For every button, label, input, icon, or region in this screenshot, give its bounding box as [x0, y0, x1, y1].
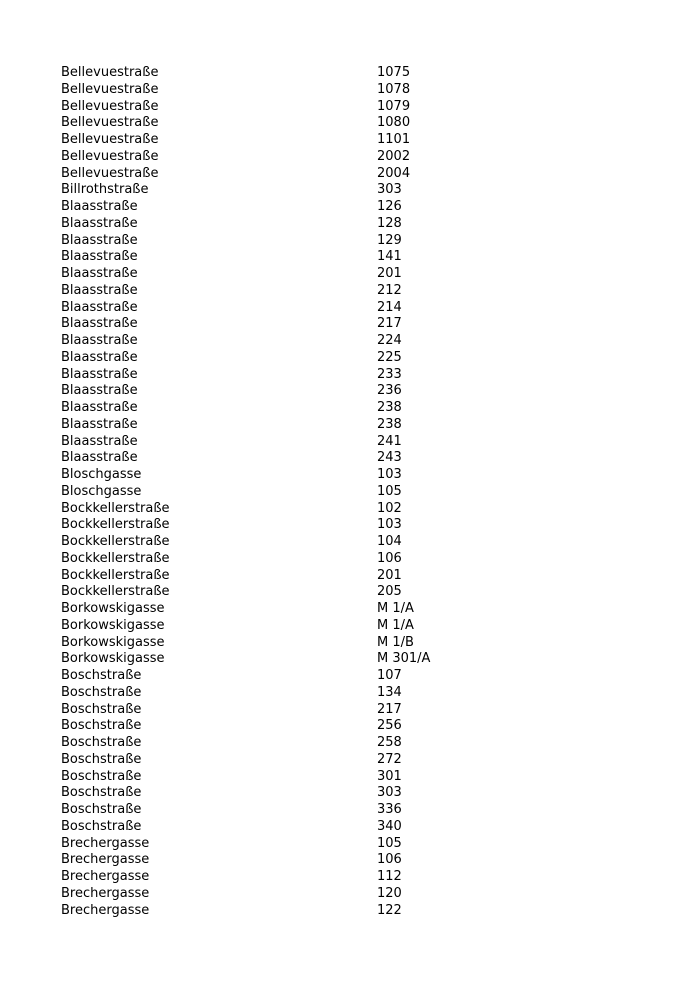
- house-number-cell: 217: [377, 701, 402, 717]
- house-number-cell: 103: [377, 517, 402, 533]
- street-name-cell: Boschstraße: [61, 684, 142, 700]
- street-name-cell: Boschstraße: [61, 785, 142, 801]
- street-name-cell: Bockkellerstraße: [61, 534, 170, 549]
- street-name-cell: Borkowskigasse: [61, 634, 165, 650]
- table-row: [61, 836, 621, 853]
- table-row: [61, 551, 621, 568]
- house-number-cell: 256: [377, 718, 402, 734]
- table-row: [61, 501, 621, 518]
- house-number-cell: 105: [377, 835, 402, 851]
- house-number-cell: 129: [377, 232, 402, 248]
- table-row: [61, 266, 621, 283]
- street-name-cell: Bloschgasse: [61, 467, 142, 482]
- street-name-cell: Bockkellerstraße: [61, 500, 170, 516]
- table-row: [61, 316, 621, 333]
- street-name-cell: Bockkellerstraße: [61, 550, 170, 566]
- house-number-cell: 217: [377, 316, 402, 332]
- street-name-cell: Blaasstraße: [61, 433, 138, 449]
- table-row: [61, 584, 621, 601]
- house-number-cell: 106: [377, 550, 402, 566]
- table-row: [61, 233, 621, 250]
- table-row: [61, 534, 621, 551]
- house-number-cell: 104: [377, 534, 402, 549]
- street-name-cell: Blaasstraße: [61, 333, 138, 348]
- street-name-cell: Blaasstraße: [61, 450, 138, 466]
- house-number-cell: 258: [377, 735, 402, 750]
- house-number-cell: 201: [377, 266, 402, 281]
- street-name-cell: Bellevuestraße: [61, 81, 159, 97]
- house-number-cell: 241: [377, 433, 402, 449]
- street-name-cell: Bellevuestraße: [61, 148, 159, 164]
- street-name-cell: Blaasstraße: [61, 215, 138, 231]
- street-name-cell: Blaasstraße: [61, 299, 138, 315]
- house-number-cell: 303: [377, 182, 402, 198]
- table-row: [61, 467, 621, 484]
- table-row: [61, 785, 621, 802]
- table-row: [61, 635, 621, 652]
- street-name-cell: Boschstraße: [61, 768, 142, 784]
- table-row: [61, 869, 621, 886]
- table-row: [61, 82, 621, 99]
- street-name-cell: Bellevuestraße: [61, 132, 159, 147]
- house-number-cell: 107: [377, 668, 402, 683]
- house-number-cell: M 1/A: [377, 617, 414, 633]
- street-name-cell: Blaasstraße: [61, 400, 138, 415]
- house-number-cell: 224: [377, 333, 402, 348]
- table-row: [61, 249, 621, 266]
- street-name-cell: Borkowskigasse: [61, 601, 165, 616]
- table-row: [61, 685, 621, 702]
- street-name-cell: Brechergasse: [61, 869, 150, 884]
- table-row: [61, 651, 621, 668]
- table-row: [61, 668, 621, 685]
- street-name-cell: Brechergasse: [61, 835, 150, 851]
- table-row: [61, 752, 621, 769]
- table-row: [61, 434, 621, 451]
- house-number-cell: 243: [377, 450, 402, 466]
- table-row: [61, 852, 621, 869]
- house-number-cell: 212: [377, 282, 402, 298]
- street-name-cell: Blaasstraße: [61, 416, 138, 432]
- street-name-cell: Bellevuestraße: [61, 65, 159, 80]
- street-name-cell: Blaasstraße: [61, 232, 138, 248]
- table-row: [61, 216, 621, 233]
- table-row: [61, 819, 621, 836]
- table-row: [61, 886, 621, 903]
- house-number-cell: 336: [377, 802, 402, 817]
- table-row: [61, 383, 621, 400]
- house-number-cell: 236: [377, 383, 402, 399]
- house-number-cell: 1075: [377, 65, 411, 80]
- house-number-cell: 303: [377, 785, 402, 801]
- house-number-cell: 102: [377, 500, 402, 516]
- house-number-cell: 233: [377, 366, 402, 382]
- house-number-cell: 2002: [377, 148, 411, 164]
- street-name-cell: Blaasstraße: [61, 316, 138, 332]
- table-row: [61, 517, 621, 534]
- street-name-cell: Bockkellerstraße: [61, 584, 170, 600]
- house-number-cell: 301: [377, 768, 402, 784]
- table-row: [61, 182, 621, 199]
- house-number-cell: M 1/A: [377, 601, 414, 616]
- street-name-cell: Blaasstraße: [61, 349, 138, 365]
- house-number-cell: 1101: [377, 132, 411, 147]
- table-row: [61, 65, 621, 82]
- table-row: [61, 450, 621, 467]
- street-name-cell: Blaasstraße: [61, 282, 138, 298]
- house-number-cell: 120: [377, 885, 402, 901]
- table-row: [61, 333, 621, 350]
- house-number-cell: 1078: [377, 81, 411, 97]
- house-number-cell: 128: [377, 215, 402, 231]
- street-name-cell: Billrothstraße: [61, 182, 149, 198]
- house-number-cell: 126: [377, 199, 402, 214]
- street-name-cell: Bloschgasse: [61, 483, 142, 499]
- house-number-cell: 141: [377, 249, 402, 265]
- table-row: [61, 300, 621, 317]
- house-number-cell: 201: [377, 567, 402, 583]
- street-name-cell: Borkowskigasse: [61, 651, 165, 667]
- house-number-cell: 1080: [377, 115, 411, 131]
- house-number-cell: 340: [377, 818, 402, 834]
- address-table: [61, 65, 621, 919]
- street-name-cell: Bockkellerstraße: [61, 567, 170, 583]
- house-number-cell: M 1/B: [377, 634, 414, 650]
- street-name-cell: Boschstraße: [61, 718, 142, 734]
- table-row: [61, 601, 621, 618]
- table-row: [61, 802, 621, 819]
- street-name-cell: Blaasstraße: [61, 249, 138, 265]
- house-number-cell: 103: [377, 467, 402, 482]
- table-row: [61, 718, 621, 735]
- house-number-cell: 112: [377, 869, 402, 884]
- street-name-cell: Bockkellerstraße: [61, 517, 170, 533]
- table-row: [61, 283, 621, 300]
- table-row: [61, 115, 621, 132]
- house-number-cell: 106: [377, 852, 402, 868]
- street-name-cell: Brechergasse: [61, 902, 150, 918]
- street-name-cell: Bellevuestraße: [61, 115, 159, 131]
- street-name-cell: Boschstraße: [61, 668, 142, 683]
- table-row: [61, 417, 621, 434]
- table-row: [61, 400, 621, 417]
- street-name-cell: Borkowskigasse: [61, 617, 165, 633]
- street-name-cell: Boschstraße: [61, 735, 142, 750]
- house-number-cell: 214: [377, 299, 402, 315]
- house-number-cell: 2004: [377, 165, 411, 181]
- house-number-cell: 134: [377, 684, 402, 700]
- street-name-cell: Bellevuestraße: [61, 165, 159, 181]
- table-row: [61, 99, 621, 116]
- street-name-cell: Boschstraße: [61, 818, 142, 834]
- house-number-cell: 238: [377, 400, 402, 415]
- table-row: [61, 735, 621, 752]
- house-number-cell: 105: [377, 483, 402, 499]
- street-name-cell: Bellevuestraße: [61, 98, 159, 114]
- street-name-cell: Boschstraße: [61, 701, 142, 717]
- street-name-cell: Boschstraße: [61, 751, 142, 767]
- table-row: [61, 618, 621, 635]
- house-number-cell: 122: [377, 902, 402, 918]
- table-row: [61, 702, 621, 719]
- table-row: [61, 149, 621, 166]
- table-row: [61, 903, 621, 920]
- street-name-cell: Brechergasse: [61, 885, 150, 901]
- table-row: [61, 350, 621, 367]
- table-row: [61, 166, 621, 183]
- street-name-cell: Blaasstraße: [61, 266, 138, 281]
- house-number-cell: 205: [377, 584, 402, 600]
- table-row: [61, 132, 621, 149]
- table-row: [61, 367, 621, 384]
- table-row: [61, 568, 621, 585]
- house-number-cell: 1079: [377, 98, 411, 114]
- table-row: [61, 484, 621, 501]
- street-name-cell: Blaasstraße: [61, 383, 138, 399]
- house-number-cell: M 301/A: [377, 651, 431, 667]
- house-number-cell: 238: [377, 416, 402, 432]
- house-number-cell: 272: [377, 751, 402, 767]
- street-name-cell: Brechergasse: [61, 852, 150, 868]
- street-name-cell: Boschstraße: [61, 802, 142, 817]
- street-name-cell: Blaasstraße: [61, 366, 138, 382]
- street-name-cell: Blaasstraße: [61, 199, 138, 214]
- table-row: [61, 769, 621, 786]
- table-row: [61, 199, 621, 216]
- house-number-cell: 225: [377, 349, 402, 365]
